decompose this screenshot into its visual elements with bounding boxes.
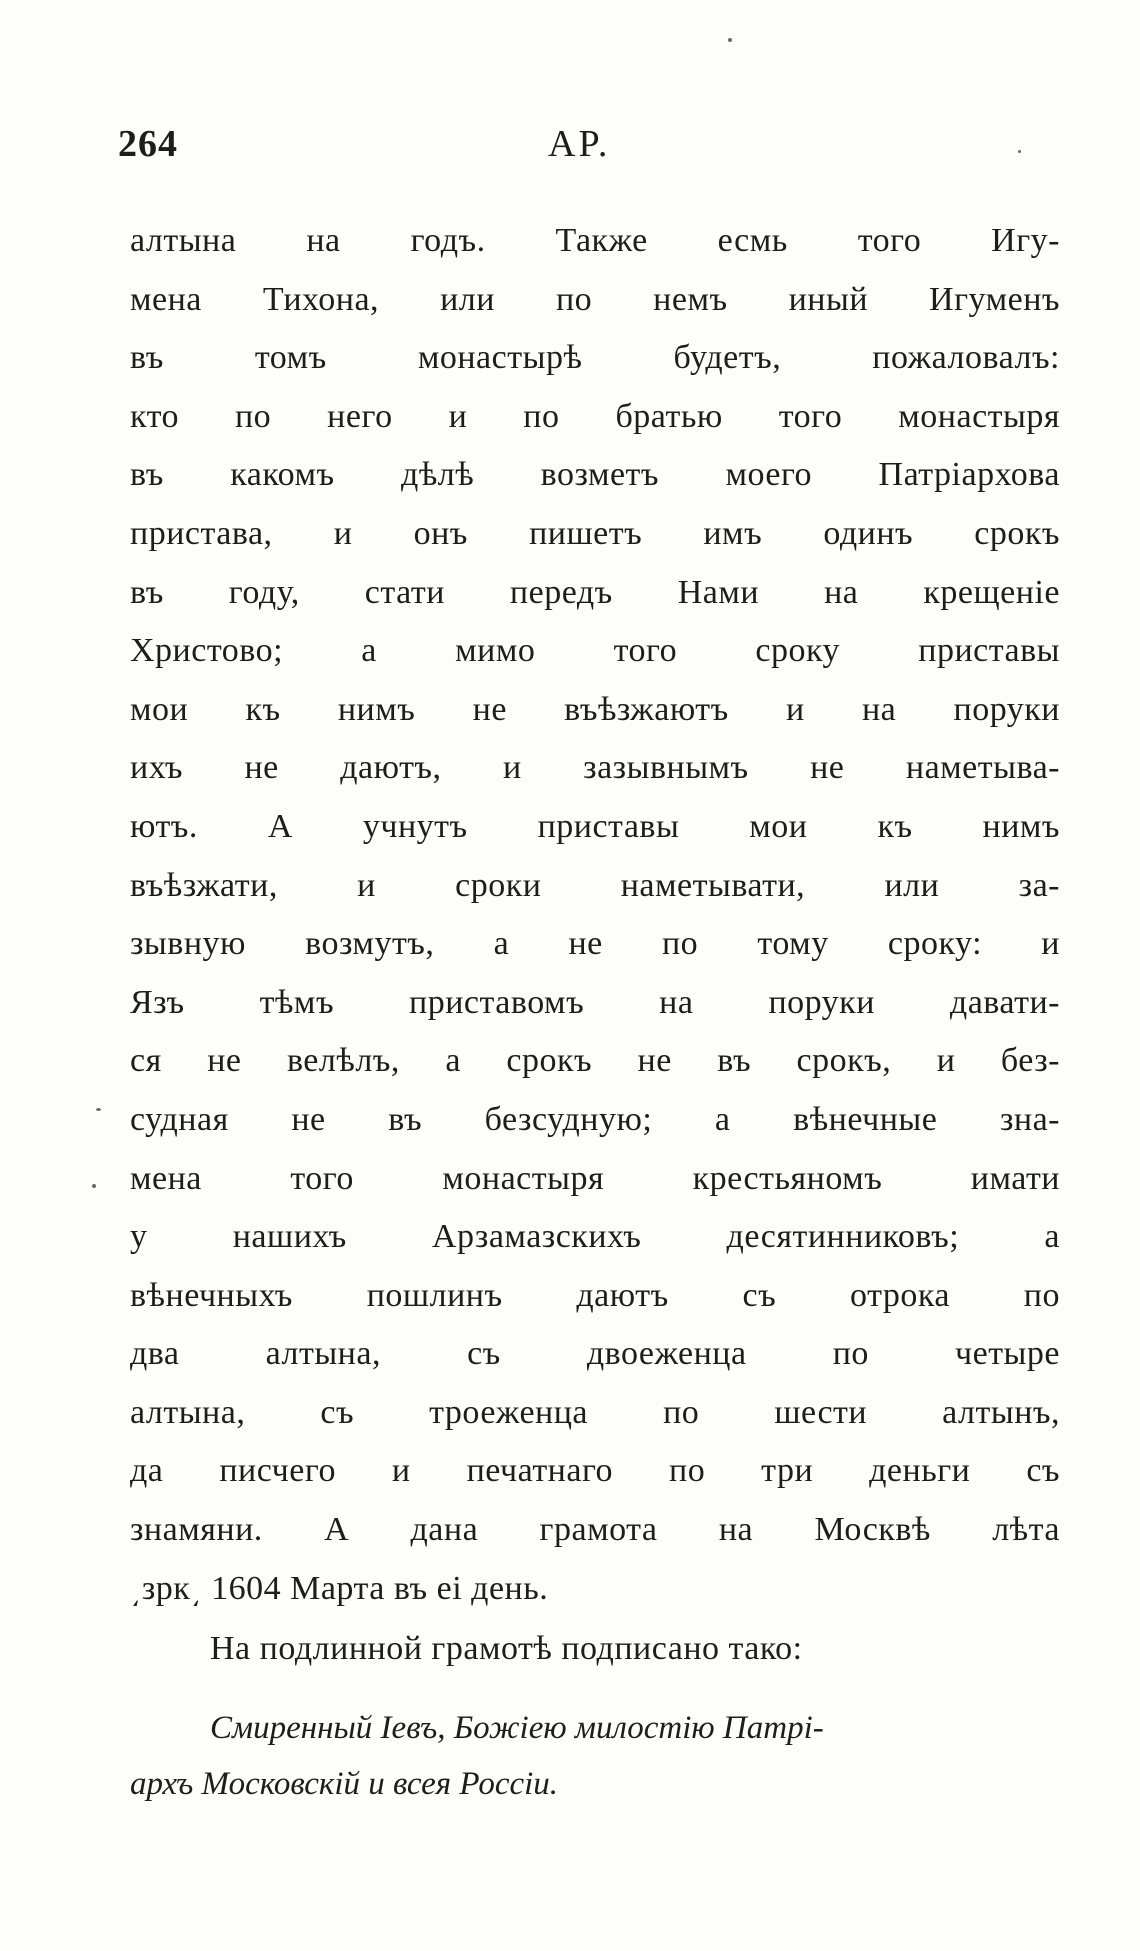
text-line: ся не велѣлъ, а срокъ не въ срокъ, и без- <box>130 1042 1060 1080</box>
text-line: знамяни. А дана грамота на Москвѣ лѣта <box>130 1511 1060 1549</box>
text-line: въ какомъ дѣлѣ возметъ моего Патріархова <box>130 456 1060 494</box>
text-line: вѣнечныхъ пошлинъ даютъ съ отрока по <box>130 1276 1060 1314</box>
text-line: алтына на годъ. Также есмь того Игу- <box>130 222 1060 259</box>
text-line: пристава, и онъ пишетъ имъ одинъ срокъ <box>130 514 1060 552</box>
text-line: у нашихъ Арзамазскихъ десятинниковъ; а <box>130 1218 1060 1256</box>
text-line: въ томъ монастырѣ будетъ, пожаловалъ: <box>130 339 1060 377</box>
text-line: судная не въ безсудную; а вѣнечные зна- <box>130 1100 1060 1138</box>
text-line: кто по него и по братью того монастыря <box>130 397 1060 435</box>
body-text <box>130 212 1060 1618</box>
print-speck <box>728 38 732 42</box>
text-line: ютъ. А учнутъ приставы мои къ нимъ <box>130 807 1060 845</box>
signature-block <box>130 1700 1060 1812</box>
text-line: мена Тихона, или по немъ иный Игуменъ <box>130 280 1060 318</box>
text-line: ихъ не даютъ, и зазывнымъ не наметыва- <box>130 749 1060 787</box>
text-line: да писчего и печатнаго по три деньги съ <box>130 1452 1060 1490</box>
text-line: въ году, стати передъ Нами на крещеніе <box>130 573 1060 611</box>
page-header <box>118 122 1058 182</box>
print-speck <box>96 1108 101 1111</box>
page-number: 264 <box>118 123 178 165</box>
running-head: АР. <box>548 123 611 165</box>
text-line: ͵зрк͵ 1604 Марта въ еі день. <box>130 1569 549 1607</box>
text-line: алтына, съ троеженца по шести алтынъ, <box>130 1393 1060 1431</box>
print-speck <box>92 1184 96 1188</box>
signature-heading: На подлинной грамотѣ подписано тако: <box>210 1630 803 1667</box>
text-line: мои къ нимъ не въѣзжаютъ и на поруки <box>130 690 1060 728</box>
text-line: въѣзжати, и сроки наметывати, или за- <box>130 866 1060 904</box>
text-line: зывную возмутъ, а не по тому сроку: и <box>130 925 1060 963</box>
signature-line: архъ Московскій и всея Россіи. <box>130 1766 559 1802</box>
text-line: Христово; а мимо того сроку приставы <box>130 632 1060 670</box>
text-line: Язъ тѣмъ приставомъ на поруки давати- <box>130 983 1060 1021</box>
text-line: два алтына, съ двоеженца по четыре <box>130 1335 1060 1373</box>
print-speck <box>1018 150 1021 153</box>
text-line: мена того монастыря крестьяномъ имати <box>130 1159 1060 1197</box>
signature-line: Смиренный Іевъ, Божіею милостію Патрі- <box>210 1710 824 1746</box>
